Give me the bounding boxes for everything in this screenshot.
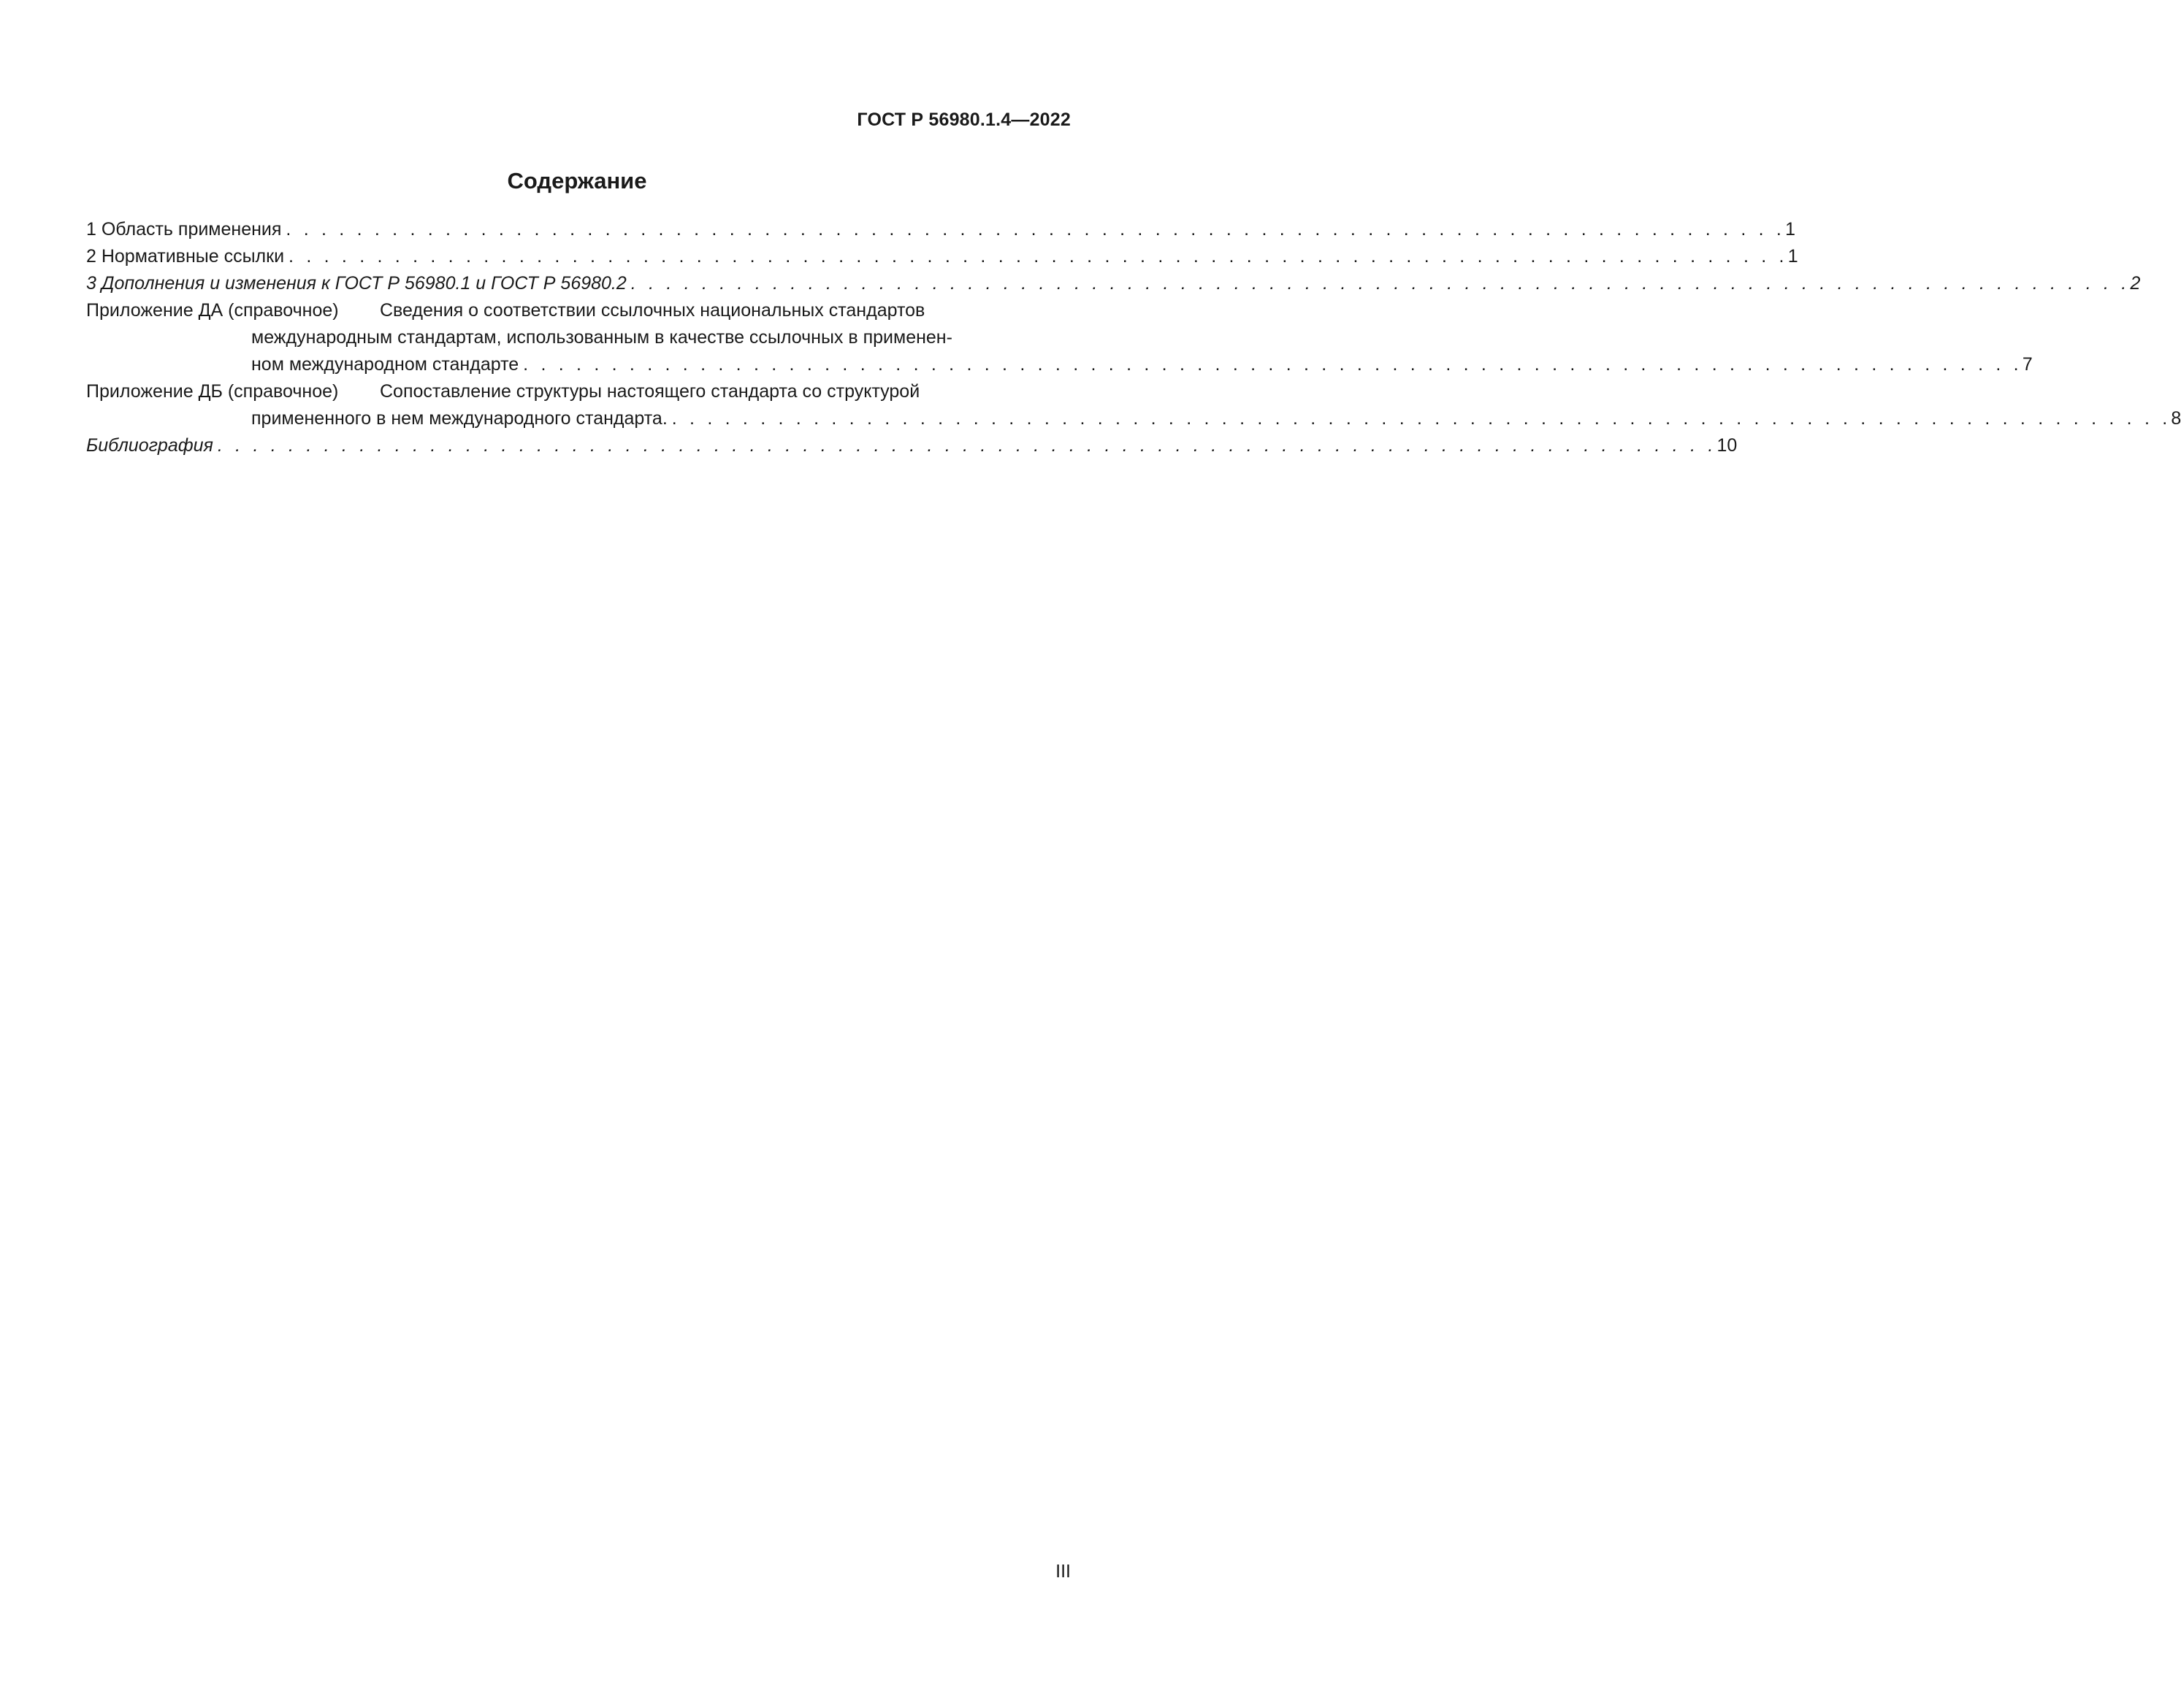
toc-entry-normative-references[interactable] [86, 243, 1798, 270]
toc-page-number: 7 [2022, 354, 2033, 375]
toc-entry-label: Библиография [86, 435, 213, 456]
toc-page-number: 1 [1785, 219, 1795, 240]
toc-entry-appendix-db[interactable] [86, 378, 2181, 432]
appendix-title-line: Сопоставление структуры настоящего стандарта со структурой [380, 381, 920, 402]
toc-entry-bibliography[interactable] [86, 432, 1738, 459]
dot-leader: . . . . . . . . . . . . . . . . . . . . . . . . . . . . . . . . . . . . . . . . . . . . . . . . . . . . . . . . . . . . . . . . . . . . . . . . . . . . . . . . . . . . . [217, 435, 1717, 456]
page-number: III [1055, 1561, 1071, 1582]
appendix-title-line: международным стандартам, использованным в качестве ссылочных в применен- [251, 327, 952, 348]
document-code: ГОСТ Р 56980.1.4—2022 [857, 110, 1071, 130]
toc-page-number: 2 [2130, 273, 2141, 294]
toc-page-number: 8 [2171, 408, 2181, 429]
appendix-title-line: ном международном стандарте [251, 354, 519, 375]
dot-leader: . . . . . . . . . . . . . . . . . . . . . . . . . . . . . . . . . . . . . . . . . . . . . . . . . . . . . . . . . . . . . . . . . . . . . . . . . . . . . . . . . . . . . [523, 354, 2023, 375]
dot-leader: . . . . . . . . . . . . . . . . . . . . . . . . . . . . . . . . . . . . . . . . . . . . . . . . . . . . . . . . . . . . . . . . . . . . . . . . . . . . . . . . . . . . . [671, 408, 2172, 429]
dot-leader: . . . . . . . . . . . . . . . . . . . . . . . . . . . . . . . . . . . . . . . . . . . . . . . . . . . . . . . . . . . . . . . . . . . . . . . . . . . . . . . . . . . . . [289, 246, 1788, 267]
toc-page-number: 1 [1787, 246, 1798, 267]
appendix-title-line: примененного в нем международного стандарта. [251, 408, 668, 429]
toc-entry-amendments[interactable] [86, 270, 2141, 297]
appendix-title-line: Сведения о соответствии ссылочных национальных стандартов [380, 300, 925, 321]
toc-entry-label: 1 Область применения [86, 219, 282, 240]
toc-entry-appendix-da[interactable] [86, 297, 2033, 378]
dot-leader: . . . . . . . . . . . . . . . . . . . . . . . . . . . . . . . . . . . . . . . . . . . . . . . . . . . . . . . . . . . . . . . . . . . . . . . . . . . . . . . . . . . . . [286, 219, 1786, 240]
toc-entry-label: 2 Нормативные ссылки [86, 246, 285, 267]
appendix-label: Приложение ДА (справочное) [86, 300, 339, 321]
toc-entry-label: 3 Дополнения и изменения к ГОСТ Р 56980.1 и ГОСТ Р 56980.2 [86, 273, 627, 294]
table-of-contents [86, 216, 2181, 459]
toc-entry-scope[interactable] [86, 216, 1795, 243]
toc-title: Содержание [507, 168, 647, 194]
toc-page-number: 10 [1716, 435, 1738, 456]
appendix-label: Приложение ДБ (справочное) [86, 381, 339, 402]
dot-leader: . . . . . . . . . . . . . . . . . . . . . . . . . . . . . . . . . . . . . . . . . . . . . . . . . . . . . . . . . . . . . . . . . . . . . . . . . . . . . . . . . . . . . [630, 273, 2131, 294]
